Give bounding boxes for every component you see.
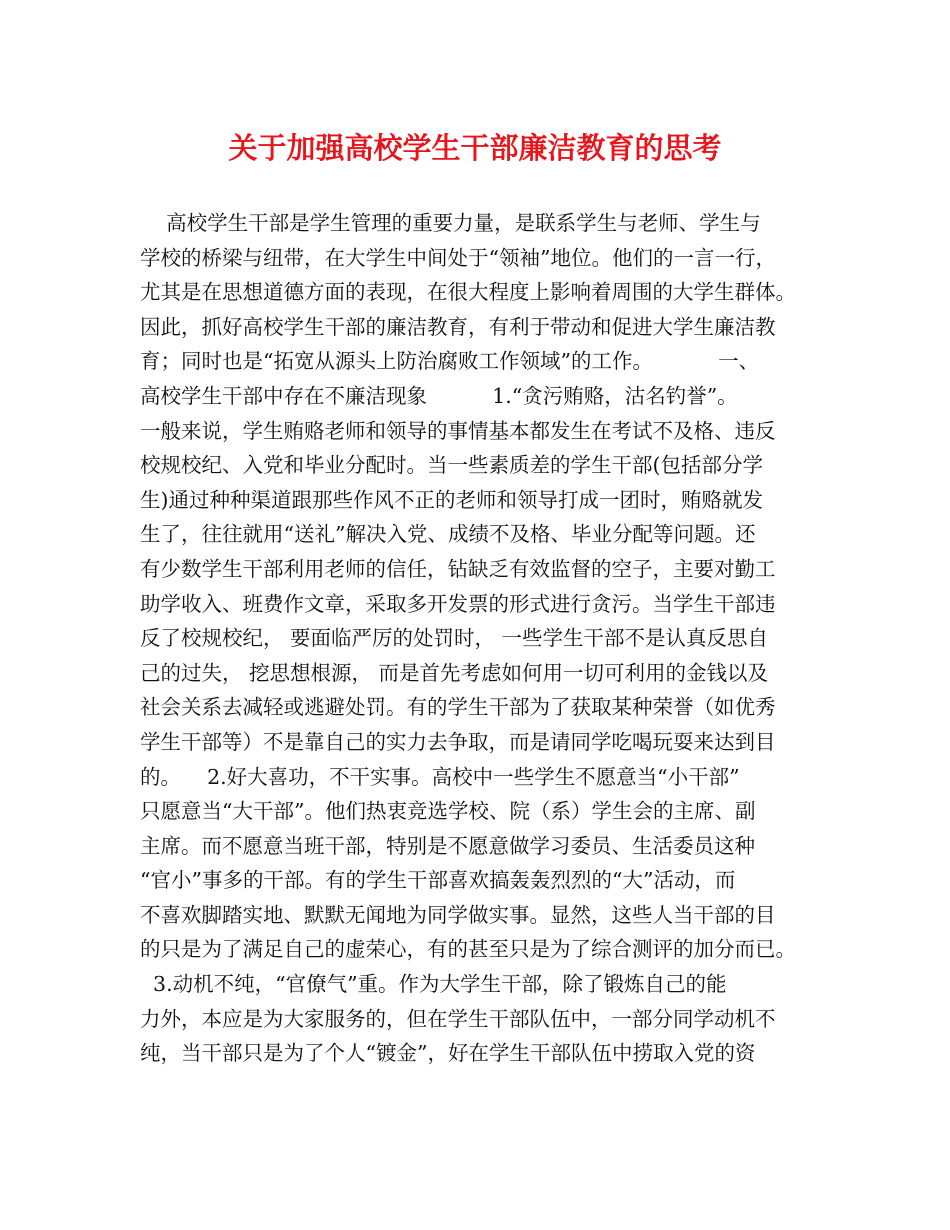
- text-line: 尤其是在思想道德方面的表现，在很大程度上影响着周围的大学生群体。: [140, 280, 796, 305]
- text-line: 3.动机不纯，“官僚气”重。作为大学生干部，除了锻炼自己的能: [140, 972, 727, 997]
- text-line: 有少数学生干部利用老师的信任，钻缺乏有效监督的空子，主要对勤工: [140, 556, 776, 581]
- text-line: 育；同时也是“拓宽从源头上防治腐败工作领域”的工作。 一、: [140, 349, 760, 374]
- document-body: [140, 206, 830, 1071]
- text-line: “官小”事多的干部。有的学生干部喜欢搞轰轰烈烈的“大”活动，而: [140, 868, 736, 893]
- text-line: 只愿意当“大干部”。他们热衷竞选学校、院（系）学生会的主席、副: [140, 799, 756, 824]
- text-line: 社会关系去减轻或逃避处罚。有的学生干部为了获取某种荣誉（如优秀: [140, 695, 776, 720]
- text-line: 的。 2.好大喜功，不干实事。高校中一些学生不愿意当“小干部”: [140, 764, 740, 789]
- text-line: 主席。而不愿意当班干部，特别是不愿意做学习委员、生活委员这种: [140, 833, 755, 858]
- text-line: 纯，当干部只是为了个人“镀金”，好在学生干部队伍中捞取入党的资: [140, 1041, 756, 1066]
- text-line: 学校的桥梁与纽带，在大学生中间处于“领袖”地位。他们的一言一行，: [140, 245, 776, 270]
- text-line: 力外，本应是为大家服务的，但在学生干部队伍中，一部分同学动机不: [140, 1006, 776, 1031]
- text-line: 生)通过种种渠道跟那些作风不正的老师和领导打成一团时，贿赂就发: [140, 487, 763, 512]
- text-line: 不喜欢脚踏实地、默默无闻地为同学做实事。显然，这些人当干部的目: [140, 902, 776, 927]
- document-title: 关于加强高校学生干部廉洁教育的思考: [228, 131, 722, 165]
- text-line: 校规校纪、入党和毕业分配时。当一些素质差的学生干部(包括部分学: [140, 453, 763, 478]
- text-line: 己的过失， 挖思想根源， 而是首先考虑如何用一切可利用的金钱以及: [140, 660, 769, 685]
- text-line: 因此，抓好高校学生干部的廉洁教育，有利于带动和促进大学生廉洁教: [140, 314, 776, 339]
- text-line: 助学收入、班费作文章，采取多开发票的形式进行贪污。当学生干部违: [140, 591, 776, 616]
- text-line: 高校学生干部是学生管理的重要力量，是联系学生与老师、学生与: [140, 211, 761, 235]
- text-line: 生了，往往就用“送礼”解决入党、成绩不及格、毕业分配等问题。还: [140, 522, 756, 547]
- text-line: 高校学生干部中存在不廉洁现象 1.“贪污贿赂，沽名钓誉”。: [140, 383, 738, 408]
- text-line: 的只是为了满足自己的虚荣心，有的甚至只是为了综合测评的加分而已。: [140, 937, 796, 962]
- text-line: 一般来说，学生贿赂老师和领导的事情基本都发生在考试不及格、违反: [140, 418, 776, 443]
- text-line: 反了校规校纪， 要面临严厉的处罚时， 一些学生干部不是认真反思自: [140, 626, 769, 651]
- text-line: 学生干部等）不是靠自己的实力去争取，而是请同学吃喝玩耍来达到目: [140, 729, 776, 754]
